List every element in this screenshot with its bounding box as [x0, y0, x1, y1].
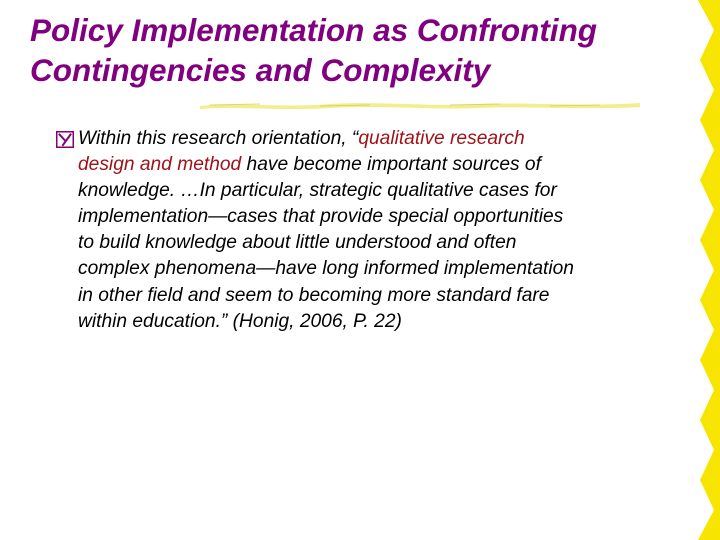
title-line-1: Policy Implementation as Confronting	[30, 12, 598, 48]
bullet-line	[78, 152, 698, 178]
yellow-zigzag-strip	[698, 0, 720, 540]
bullet-line-1b-accent: qualitative research	[358, 128, 525, 149]
bullet-line-7: in other field and seem to becoming more standard fare	[78, 284, 550, 306]
bullet-line-2b: have become important sources of	[241, 154, 541, 176]
title-brush-underline	[200, 97, 640, 113]
bullet-line-6: complex phenomena—have long informed implementation	[78, 258, 574, 280]
bullet-line-8: within education.” (Honig, 2006, P. 22)	[78, 310, 402, 332]
slide-title	[30, 10, 630, 90]
bullet-line-2a-accent: design and method	[78, 154, 242, 176]
bullet-line-5: to build knowledge about little understood and often	[78, 232, 517, 254]
title-line-2: Contingencies and Complexity	[30, 52, 491, 88]
bullet-text	[78, 126, 698, 335]
bullet-line-1a: Within this research orientation, “	[78, 128, 359, 149]
y-checkbox-bullet-icon	[56, 131, 74, 148]
bullet-line-4: implementation—cases that provide special opportunities	[78, 206, 564, 228]
bullet-line	[78, 126, 698, 152]
bullet-line-3: knowledge. …In particular, strategic qualitative cases for	[78, 180, 557, 202]
